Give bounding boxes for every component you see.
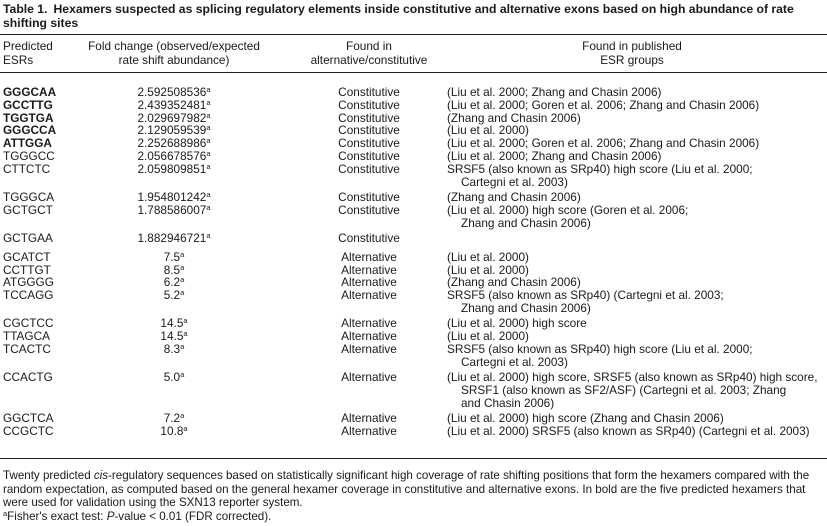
header-fold-change: Fold change (observed/expected rate shift abundance) <box>88 39 260 67</box>
table-title: Hexamers suspected as splicing regulatory elements inside constitutive and alternative exons based on high abundance of rate shifting sites <box>3 2 794 30</box>
fold-change-value: 2.059809851$^a$ <box>137 161 211 176</box>
fold-change-value: 7.2$^a$ <box>163 411 185 426</box>
significance-note: $^a$Fisher's exact test: P-value < 0.01 (FDR corrected). <box>3 509 272 523</box>
published-esr-groups: (Liu et al. 2000; Goren et al. 2006; Zhang and Chasin 2006) <box>447 97 760 112</box>
esr-hexamer: GCTGAA <box>3 231 53 245</box>
fold-change-value: 5.2$^a$ <box>163 288 185 303</box>
exon-type: Constitutive <box>338 136 400 151</box>
exon-type: Alternative <box>341 411 397 426</box>
exon-type: Constitutive <box>338 110 400 125</box>
exon-type: Constitutive <box>338 190 400 204</box>
top-rule <box>0 34 827 35</box>
table-caption <box>3 2 823 30</box>
esr-hexamer: CCACTG <box>3 370 53 385</box>
exon-type: Alternative <box>341 329 397 344</box>
published-esr-groups: (Liu et al. 2000; Zhang and Chasin 2006) <box>447 149 662 163</box>
esr-hexamer: GCCTTG <box>3 97 53 112</box>
exon-type: Constitutive <box>338 149 400 163</box>
fold-change-value: 8.3$^a$ <box>163 342 185 356</box>
exon-type: Constitutive <box>338 97 400 112</box>
fold-change-value: 14.5$^a$ <box>160 316 188 331</box>
published-esr-groups: (Liu et al. 2000) high score (Zhang and Chasin 2006) <box>447 411 724 426</box>
esr-hexamer: ATGGGG <box>3 275 54 290</box>
published-esr-groups: (Liu et al. 2000) high score (Goren et al. 2006; Zhang and Chasin 2006) <box>447 202 689 230</box>
published-esr-groups: (Zhang and Chasin 2006) <box>447 190 581 204</box>
fold-change-value: 6.2$^a$ <box>163 275 185 290</box>
fold-change-value: 2.029697982$^a$ <box>137 110 211 125</box>
header-esr-groups: Found in published ESR groups <box>582 39 682 67</box>
exon-type: Constitutive <box>338 123 400 138</box>
published-esr-groups: (Liu et al. 2000) high score, SRSF5 (also known as SRp40) high score, SRSF1 (also known as SF2/ASF) (Cartegni et al. 2003; Zhang and Chasin 2006) <box>447 370 818 410</box>
esr-hexamer: CCTTGT <box>3 262 51 277</box>
esr-hexamer: CGCTCC <box>3 316 54 331</box>
table-label: Table 1. <box>3 2 48 16</box>
esr-hexamer: GGGCCA <box>3 123 57 138</box>
fold-change-value: 2.056678576$^a$ <box>137 149 211 163</box>
exon-type: Alternative <box>341 316 397 331</box>
esr-hexamer: TGGGCC <box>3 149 55 163</box>
esr-hexamer: ATTGGA <box>3 136 52 151</box>
fold-change-value: 10.8$^a$ <box>160 424 188 438</box>
esr-hexamer: TCACTC <box>3 342 51 356</box>
esr-hexamer: GGCTCA <box>3 411 54 426</box>
exon-type: Alternative <box>341 424 397 438</box>
exon-type: Constitutive <box>338 231 400 245</box>
fold-change-value: 2.439352481$^a$ <box>137 97 211 112</box>
esr-hexamer: TGGGCA <box>3 190 55 204</box>
fold-change-value: 1.882946721$^a$ <box>137 231 211 245</box>
esr-hexamer: CCGCTC <box>3 424 54 438</box>
exon-type: Alternative <box>341 275 397 290</box>
table-footnote: Twenty predicted cis-regulatory sequences based on statistically significant high coverage of rate shifting positions that form the hexamers compared with the random expectation, as computed based on the general hexamer coverage in constitutive and alternative exons. In bold are the five predicted hexamers that were used for validation using the SXN13 reporter system. <box>3 469 810 510</box>
header-rule <box>0 72 827 73</box>
esr-hexamer: TTAGCA <box>3 329 50 344</box>
esr-hexamer: GCTGCT <box>3 202 53 217</box>
published-esr-groups: (Liu et al. 2000; Zhang and Chasin 2006) <box>447 85 662 99</box>
esr-hexamer: TGGTGA <box>3 110 54 125</box>
published-esr-groups: (Liu et al. 2000) <box>447 329 529 344</box>
exon-type: Constitutive <box>338 161 400 176</box>
exon-type: Constitutive <box>338 85 400 99</box>
esr-hexamer: CTTCTC <box>3 161 51 176</box>
esr-hexamer: GCATCT <box>3 249 51 264</box>
exon-type: Alternative <box>341 370 397 385</box>
header-predicted-esrs: Predicted ESRs <box>3 39 53 67</box>
published-esr-groups: (Zhang and Chasin 2006) <box>447 275 581 290</box>
fold-change-value: 2.592508536$^a$ <box>137 85 211 99</box>
exon-type: Alternative <box>341 288 397 303</box>
published-esr-groups: SRSF5 (also known as SRp40) (Cartegni et al. 2003; Zhang and Chasin 2006) <box>447 288 724 315</box>
fold-change-value: 1.788586007$^a$ <box>137 202 211 217</box>
fold-change-value: 2.252688986$^a$ <box>137 136 211 151</box>
published-esr-groups: (Liu et al. 2000) <box>447 123 529 138</box>
exon-type: Constitutive <box>338 202 400 217</box>
header-found-in: Found in alternative/constitutive <box>310 39 428 67</box>
published-esr-groups: (Liu et al. 2000) SRSF5 (also known as SRp40) (Cartegni et al. 2003) <box>447 424 810 438</box>
published-esr-groups: (Liu et al. 2000; Goren et al. 2006; Zhang and Chasin 2006) <box>447 136 760 151</box>
esr-hexamer: GGGCAA <box>3 85 57 99</box>
bottom-rule <box>0 458 827 459</box>
fold-change-value: 2.129059539$^a$ <box>137 123 211 138</box>
published-esr-groups: SRSF5 (also known as SRp40) high score (Liu et al. 2000; Cartegni et al. 2003) <box>447 161 753 189</box>
fold-change-value: 7.5$^a$ <box>163 249 185 264</box>
published-esr-groups: (Liu et al. 2000) <box>447 262 529 277</box>
exon-type: Alternative <box>341 262 397 277</box>
fold-change-value: 5.0$^a$ <box>163 370 185 385</box>
esr-hexamer: TCCAGG <box>3 288 54 303</box>
fold-change-value: 1.954801242$^a$ <box>137 190 211 204</box>
exon-type: Alternative <box>341 249 397 264</box>
published-esr-groups: (Zhang and Chasin 2006) <box>447 110 581 125</box>
fold-change-value: 8.5$^a$ <box>163 262 185 277</box>
fold-change-value: 14.5$^a$ <box>160 329 188 344</box>
published-esr-groups: SRSF5 (also known as SRp40) high score (Liu et al. 2000; Cartegni et al. 2003) <box>447 342 753 369</box>
published-esr-groups: (Liu et al. 2000) <box>447 249 529 264</box>
published-esr-groups: (Liu et al. 2000) high score <box>447 316 587 331</box>
exon-type: Alternative <box>341 342 397 356</box>
